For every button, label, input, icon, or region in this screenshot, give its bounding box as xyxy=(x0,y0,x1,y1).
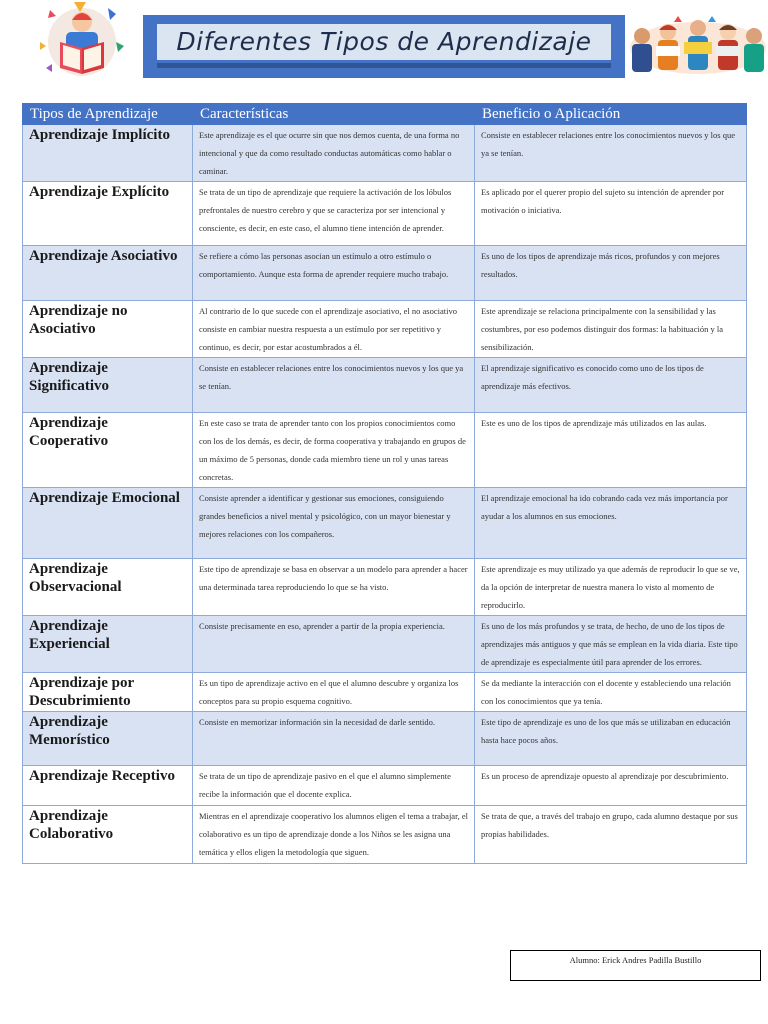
table-row xyxy=(23,301,747,358)
learning-type: Aprendizaje Observacional xyxy=(23,559,193,616)
child-reading-book-illustration xyxy=(30,2,130,84)
column-header-type: Tipos de Aprendizaje xyxy=(23,104,193,125)
learning-type: Aprendizaje Emocional xyxy=(23,488,193,559)
characteristics-cell: Consiste en establecer relaciones entre los conocimientos nuevos y los que ya se tenían. xyxy=(193,358,475,413)
title-underline xyxy=(157,63,611,68)
learning-type: Aprendizaje por Descubrimiento xyxy=(23,673,193,712)
page-title: Diferentes Tipos de Aprendizaje xyxy=(176,27,592,56)
learning-type: Aprendizaje no Asociativo xyxy=(23,301,193,358)
characteristics-cell: Mientras en el aprendizaje cooperativo los alumnos eligen el tema a trabajar, el colaborativo es un tipo de aprendizaje donde a los Niños se les asigna una temática y ellos eligen la metodología que siguen. xyxy=(193,806,475,864)
table-row xyxy=(23,182,747,246)
table-row xyxy=(23,616,747,673)
learning-type: Aprendizaje Colaborativo xyxy=(23,806,193,864)
benefit-cell: Es uno de los más profundos y se trata, de hecho, de uno de los tipos de aprendizajes más antiguos y que más se emplean en la vida diaria. Este tipo de aprendizaje es especialmente útil para aprender de los errores. xyxy=(475,616,747,673)
characteristics-cell: Al contrario de lo que sucede con el aprendizaje asociativo, el no asociativo consiste en cambiar nuestra respuesta a un estímulo por ser repetitivo y continuo, es decir, por estar acostumbrados a él. xyxy=(193,301,475,358)
learning-type: Aprendizaje Asociativo xyxy=(23,246,193,301)
learning-type: Aprendizaje Significativo xyxy=(23,358,193,413)
characteristics-cell: Este aprendizaje es el que ocurre sin que nos demos cuenta, de una forma no intencional y que da como resultado conductas automáticas como hablar o caminar. xyxy=(193,125,475,182)
benefit-cell: El aprendizaje significativo es conocido como uno de los tipos de aprendizaje más efectivos. xyxy=(475,358,747,413)
benefit-cell: Este tipo de aprendizaje es uno de los que más se utilizaban en educación hasta hace pocos años. xyxy=(475,712,747,766)
characteristics-cell: Consiste precisamente en eso, aprender a partir de la propia experiencia. xyxy=(193,616,475,673)
benefit-cell: Este es uno de los tipos de aprendizaje más utilizados en las aulas. xyxy=(475,413,747,488)
column-header-benefit: Beneficio o Aplicación xyxy=(475,104,747,125)
table-row xyxy=(23,413,747,488)
learning-type: Aprendizaje Cooperativo xyxy=(23,413,193,488)
table-row xyxy=(23,246,747,301)
group-of-readers-illustration xyxy=(628,14,768,76)
learning-types-table xyxy=(22,103,747,864)
student-name-box xyxy=(510,950,761,981)
benefit-cell: Se da mediante la interacción con el docente y estableciendo una relación con los conocimientos que ya tenía. xyxy=(475,673,747,712)
table-row xyxy=(23,712,747,766)
benefit-cell: Este aprendizaje es muy utilizado ya que además de reproducir lo que se ve, da la opción de interpretar de nuestra manera lo visto al momento de reproducirlo. xyxy=(475,559,747,616)
learning-type: Aprendizaje Receptivo xyxy=(23,766,193,806)
characteristics-cell: Se trata de un tipo de aprendizaje que requiere la activación de los lóbulos prefrontales de nuestro cerebro y que se caracteriza por ser intencional y consciente, es decir, en este caso, el alumno tiene intención de aprender. xyxy=(193,182,475,246)
benefit-cell: Se trata de que, a través del trabajo en grupo, cada alumno destaque por sus propias habilidades. xyxy=(475,806,747,864)
table-row xyxy=(23,358,747,413)
characteristics-cell: Este tipo de aprendizaje se basa en observar a un modelo para aprender a hacer una determinada tarea reproduciendo lo que se ha visto. xyxy=(193,559,475,616)
benefit-cell: Es uno de los tipos de aprendizaje más ricos, profundos y con mejores resultados. xyxy=(475,246,747,301)
table-row xyxy=(23,125,747,182)
characteristics-cell: Consiste aprender a identificar y gestionar sus emociones, consiguiendo grandes beneficios a nivel mental y psicológico, con un mayor bienestar y mejores relaciones con los compañeros. xyxy=(193,488,475,559)
benefit-cell: Consiste en establecer relaciones entre los conocimientos nuevos y los que ya se tenían. xyxy=(475,125,747,182)
table-row xyxy=(23,673,747,712)
table-header-row xyxy=(23,104,747,125)
learning-type: Aprendizaje Memorístico xyxy=(23,712,193,766)
learning-type: Aprendizaje Experiencial xyxy=(23,616,193,673)
table-row xyxy=(23,488,747,559)
table-row xyxy=(23,806,747,864)
student-name: Alumno: Erick Andres Padilla Bustillo xyxy=(569,955,702,965)
characteristics-cell: En este caso se trata de aprender tanto con los propios conocimientos como con los de los demás, es decir, de forma cooperativa y trabajando en grupos de un máximo de 5 personas, donde cada miembro tiene un rol y unas tareas concretas. xyxy=(193,413,475,488)
table-row xyxy=(23,559,747,616)
benefit-cell: Es un proceso de aprendizaje opuesto al aprendizaje por descubrimiento. xyxy=(475,766,747,806)
benefit-cell: Este aprendizaje se relaciona principalmente con la sensibilidad y las costumbres, por eso podemos distinguir dos formas: la habituación y la sensibilización. xyxy=(475,301,747,358)
benefit-cell: Es aplicado por el querer propio del sujeto su intención de aprender por motivación o iniciativa. xyxy=(475,182,747,246)
benefit-cell: El aprendizaje emocional ha ido cobrando cada vez más importancia por ayudar a los alumnos en sus emociones. xyxy=(475,488,747,559)
table-row xyxy=(23,766,747,806)
learning-type: Aprendizaje Implícito xyxy=(23,125,193,182)
characteristics-cell: Es un tipo de aprendizaje activo en el que el alumno descubre y organiza los conceptos para su propio esquema cognitivo. xyxy=(193,673,475,712)
column-header-characteristics: Características xyxy=(193,104,475,125)
characteristics-cell: Consiste en memorizar información sin la necesidad de darle sentido. xyxy=(193,712,475,766)
characteristics-cell: Se trata de un tipo de aprendizaje pasivo en el que el alumno simplemente recibe la información que el docente explica. xyxy=(193,766,475,806)
learning-type: Aprendizaje Explícito xyxy=(23,182,193,246)
characteristics-cell: Se refiere a cómo las personas asocian un estímulo a otro estímulo o comportamiento. Aunque esta forma de aprender requiere mucho trabajo. xyxy=(193,246,475,301)
